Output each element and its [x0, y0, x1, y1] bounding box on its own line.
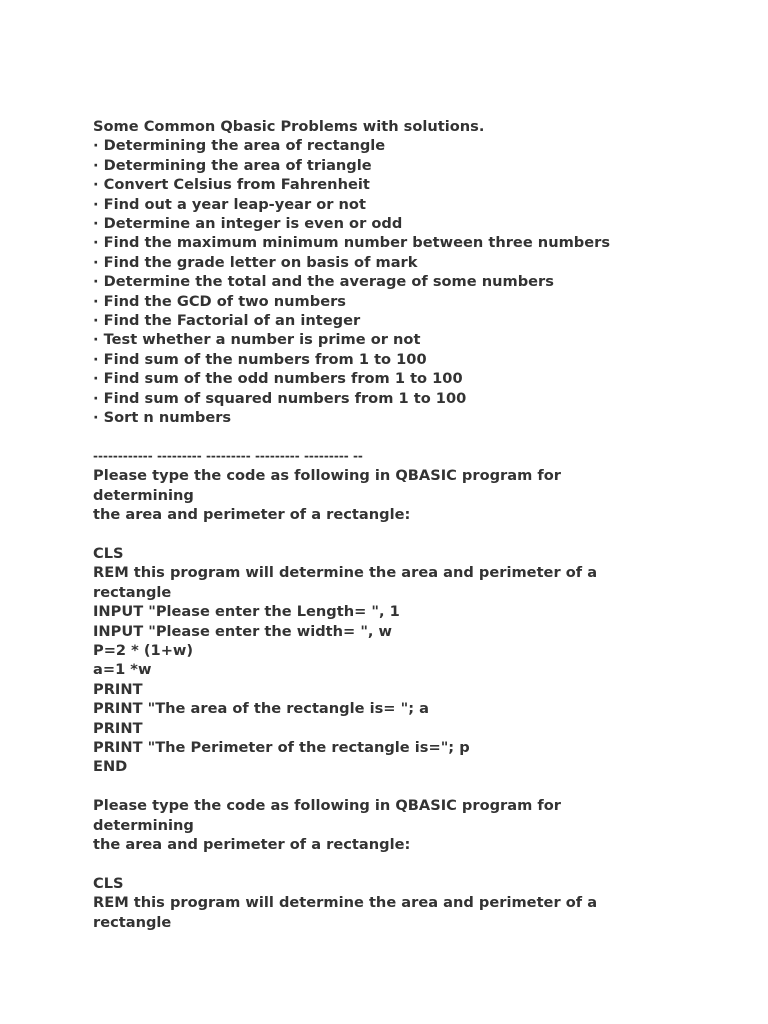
section-1 — [93, 466, 673, 776]
code-line: rectangle — [93, 913, 172, 931]
list-item: · Find sum of the numbers from 1 to 100 — [93, 350, 427, 368]
list-item: · Convert Celsius from Fahrenheit — [93, 176, 370, 194]
code-line: PRINT "The Perimeter of the rectangle is="; p — [93, 738, 470, 756]
list-item: · Sort n numbers — [93, 409, 232, 427]
code-line: INPUT "Please enter the Length= ", 1 — [93, 603, 400, 621]
list-item: · Determining the area of triangle — [93, 156, 372, 174]
document-page — [93, 117, 673, 932]
spacer — [93, 777, 673, 796]
separator-line: ------------ --------- --------- --------- --------- -- — [93, 448, 363, 463]
list-item: · Find sum of squared numbers from 1 to 100 — [93, 389, 467, 407]
section-intro-line: determining — [93, 816, 194, 834]
list-item: · Determine the total and the average of some numbers — [93, 273, 554, 291]
section-intro-line: the area and perimeter of a rectangle: — [93, 506, 411, 524]
code-line: CLS — [93, 544, 124, 562]
section-intro-line: Please type the code as following in QBASIC program for — [93, 797, 561, 815]
spacer — [93, 525, 673, 544]
problem-list — [93, 136, 673, 427]
spacer — [93, 854, 673, 873]
section-intro-line: Please type the code as following in QBASIC program for — [93, 467, 561, 485]
list-item: · Find the maximum minimum number between three numbers — [93, 234, 611, 252]
list-item: · Determine an integer is even or odd — [93, 215, 403, 233]
section-intro-line: determining — [93, 486, 194, 504]
code-line: rectangle — [93, 583, 172, 601]
code-line: P=2 * (1+w) — [93, 641, 194, 659]
list-item: · Find the Factorial of an integer — [93, 312, 361, 330]
section-intro-line: the area and perimeter of a rectangle: — [93, 835, 411, 853]
code-line: END — [93, 758, 128, 776]
code-line: REM this program will determine the area and perimeter of a — [93, 894, 598, 912]
code-line: a=1 *w — [93, 661, 152, 679]
list-item: · Test whether a number is prime or not — [93, 331, 421, 349]
code-line: CLS — [93, 874, 124, 892]
document-heading: Some Common Qbasic Problems with solutions. — [93, 118, 485, 135]
code-line: PRINT "The area of the rectangle is= "; a — [93, 700, 429, 718]
code-line: PRINT — [93, 680, 143, 698]
section-2 — [93, 796, 673, 932]
code-line: INPUT "Please enter the width= ", w — [93, 622, 393, 640]
list-item: · Determining the area of rectangle — [93, 137, 386, 155]
list-item: · Find the grade letter on basis of mark — [93, 253, 418, 271]
spacer — [93, 428, 673, 447]
list-item: · Find sum of the odd numbers from 1 to 100 — [93, 370, 463, 388]
list-item: · Find out a year leap-year or not — [93, 195, 366, 213]
code-line: REM this program will determine the area and perimeter of a — [93, 564, 598, 582]
list-item: · Find the GCD of two numbers — [93, 292, 346, 310]
code-line: PRINT — [93, 719, 143, 737]
